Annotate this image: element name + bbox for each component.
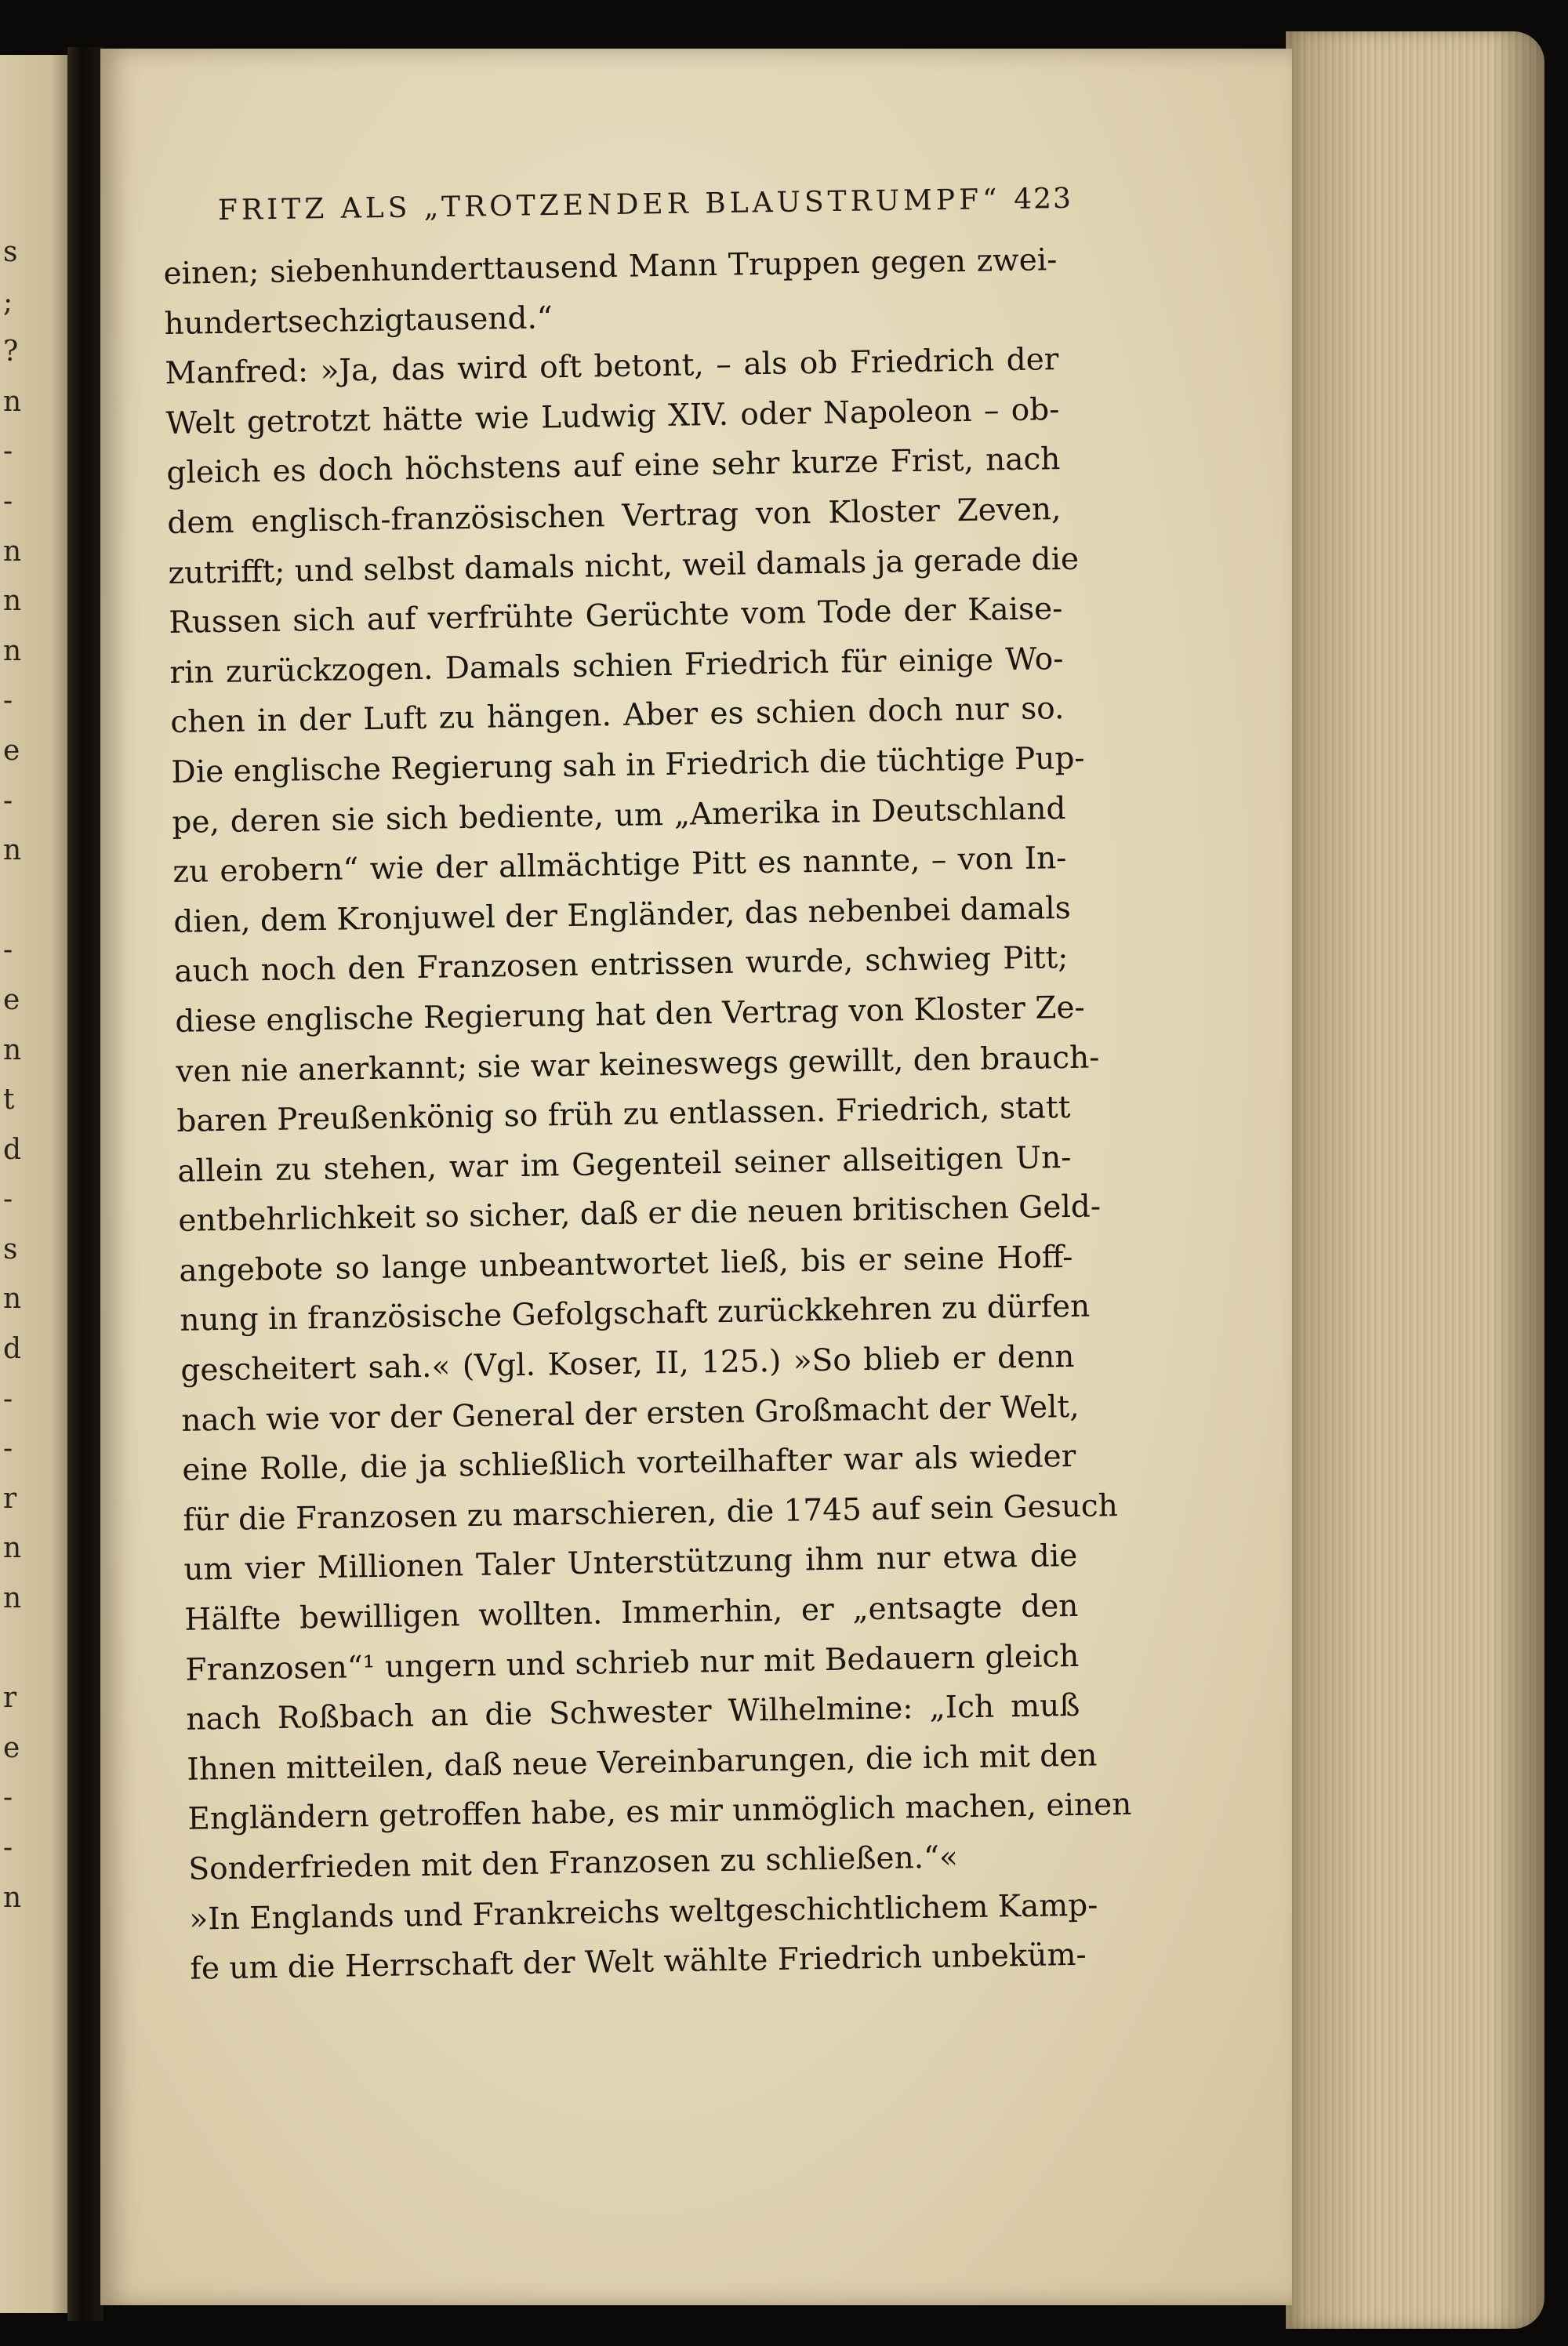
text-line: zu erobern“ wie der allmächtige Pitt es nannte, – von In- <box>172 841 1067 891</box>
page-number: 423 <box>1013 182 1073 216</box>
left-page-fragment: - <box>3 1832 13 1864</box>
left-page-fragment: s <box>3 236 18 268</box>
left-page-fragment: - <box>3 1382 13 1415</box>
text-line: diese englische Regierung hat den Vertrag von Kloster Ze- <box>175 990 1085 1040</box>
left-page-fragment: - <box>3 1433 13 1465</box>
running-head-title: FRITZ ALS „TROTZENDER BLAUSTRUMPF“ <box>217 183 1001 227</box>
left-page-fragment: n <box>3 1881 22 1914</box>
left-page-fragment: - <box>3 1183 13 1216</box>
left-page-fragment: e <box>3 734 20 767</box>
text-line: ven nie anerkannt; sie war keineswegs gewillt, den brauch- <box>176 1039 1100 1090</box>
left-page-fragment: n <box>3 385 22 418</box>
text-line: Franzosen“¹ ungern und schrieb nur mit Bedauern gleich <box>185 1638 1080 1688</box>
text-line: nach wie vor der General der ersten Großmacht der Welt, <box>181 1389 1080 1439</box>
left-page-fragment: ; <box>3 285 13 318</box>
left-page-fragment <box>0 876 31 926</box>
text-line: fe um die Herrschaft der Welt wählte Friedrich unbeküm- <box>190 1937 1087 1987</box>
text-line: für die Franzosen zu marschieren, die 1745 auf sein Gesuch <box>183 1487 1119 1538</box>
page-edge-shadow <box>1286 31 1544 2329</box>
left-page-fragment: - <box>3 685 13 717</box>
left-page-fragment: e <box>3 983 20 1016</box>
left-page-fragment <box>0 1624 31 1674</box>
text-line: Sonderfrieden mit den Franzosen zu schließen.“« <box>188 1839 959 1887</box>
text-line: Die englische Regierung sah in Friedrich die tüchtige Pup- <box>171 740 1085 790</box>
text-line: Russen sich auf verfrühte Gerüchte vom Tode der Kaise- <box>169 591 1063 641</box>
text-line: hundertsechzigtausend.“ <box>164 300 554 342</box>
left-page-fragment: - <box>3 1781 13 1814</box>
left-page-fragment: - <box>3 784 13 817</box>
text-line: dien, dem Kronjuwel der Engländer, das nebenbei damals <box>173 890 1071 940</box>
text-line: baren Preußenkönig so früh zu entlassen. Friedrich, statt <box>176 1090 1071 1139</box>
left-page-fragment: t <box>3 1084 15 1117</box>
text-line: pe, deren sie sich bediente, um „Amerika in Deutschland <box>172 790 1066 841</box>
left-page-fragment: n <box>3 634 22 667</box>
text-line: gescheitert sah.« (Vgl. Koser, II, 125.) »So blieb er denn <box>180 1338 1075 1389</box>
left-page-fragment: d <box>3 1133 22 1166</box>
left-page-fragment: n <box>3 1033 22 1066</box>
text-line: einen; siebenhunderttausend Mann Truppen gegen zwei- <box>163 242 1058 292</box>
text-line: »In Englands und Frankreichs weltgeschichtlichem Kamp- <box>189 1887 1098 1937</box>
text-line: nach Roßbach an die Schwester Wilhelmine: „Ich muß <box>186 1688 1080 1738</box>
text-line: angebote so lange unbeantwortet ließ, bis er seine Hoff- <box>179 1239 1073 1289</box>
text-line: eine Rolle, die ja schließlich vorteilhafter war als wieder <box>182 1439 1076 1489</box>
left-page-fragment: s <box>3 1233 18 1266</box>
left-page-fragment: e <box>3 1731 20 1764</box>
text-line: Ihnen mitteilen, daß neue Vereinbarungen, die ich mit den <box>187 1738 1098 1788</box>
left-page-fragment: ? <box>3 336 19 369</box>
left-page-fragment: - <box>3 934 13 967</box>
text-line: Welt getrotzt hätte wie Ludwig XIV. oder Napoleon – ob- <box>165 391 1060 441</box>
left-page-fragment: n <box>3 585 22 618</box>
text-line: auch noch den Franzosen entrissen wurde, schwieg Pitt; <box>174 940 1069 990</box>
left-page-fragment: d <box>3 1333 22 1366</box>
text-line: Manfred: »Ja, das wird oft betont, – als ob Friedrich der <box>165 342 1059 392</box>
body-text <box>163 235 1132 1994</box>
text-line: chen in der Luft zu hängen. Aber es schien doch nur so. <box>170 691 1065 741</box>
left-page-fragment: n <box>3 834 22 867</box>
text-line: dem englisch-französischen Vertrag von Kloster Zeven, <box>167 492 1062 541</box>
text-line: Hälfte bewilligen wollten. Immerhin, er „entsagte den <box>184 1588 1079 1638</box>
left-page-cut-text <box>0 227 31 1923</box>
left-page-fragment: n <box>3 1532 22 1565</box>
left-page-fragment: - <box>3 435 13 468</box>
text-line: zutrifft; und selbst damals nicht, weil damals ja gerade die <box>168 541 1080 591</box>
text-line: entbehrlichkeit so sicher, daß er die neuen britischen Geld- <box>178 1189 1102 1240</box>
text-line: allein zu stehen, war im Gegenteil seiner allseitigen Un- <box>177 1139 1072 1189</box>
left-page-fragment: r <box>3 1482 17 1515</box>
left-page-fragment: n <box>3 1582 22 1615</box>
left-page-fragment: - <box>3 485 13 518</box>
text-line: rin zurückzogen. Damals schien Friedrich für einige Wo- <box>169 641 1064 691</box>
left-page-fragment: n <box>3 1283 22 1316</box>
book-gutter <box>67 47 103 2321</box>
text-line: gleich es doch höchstens auf eine sehr kurze Frist, nach <box>166 441 1061 492</box>
text-line: um vier Millionen Taler Unterstützung ihm nur etwa die <box>183 1538 1078 1589</box>
left-page-fragment: n <box>3 535 22 568</box>
text-line: nung in französische Gefolgschaft zurückkehren zu dürfen <box>180 1289 1091 1339</box>
text-line: Engländern getroffen habe, es mir unmöglich machen, einen <box>187 1787 1132 1838</box>
left-page-fragment: r <box>3 1682 17 1715</box>
